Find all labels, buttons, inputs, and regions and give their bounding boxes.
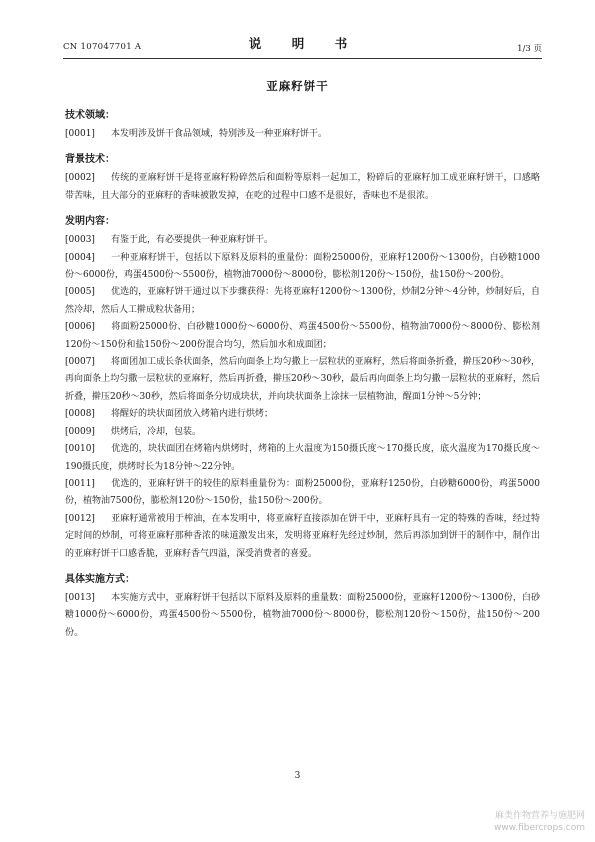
- section-background: [65, 152, 540, 205]
- paragraph-number: [0004]: [65, 252, 95, 263]
- document-title: 亚麻籽饼干: [266, 79, 329, 93]
- paragraph-text: 烘烤后，冷却，包装。: [111, 426, 202, 437]
- section-heading: 具体实施方式：: [65, 573, 135, 585]
- paragraph: [65, 126, 540, 143]
- paragraph-number: [0001]: [65, 129, 95, 139]
- paragraph-number: [0012]: [65, 513, 95, 524]
- page-info: 1/3 页: [517, 44, 542, 54]
- watermark-line-2: www.fibercrops.com: [494, 823, 585, 833]
- paragraph: [65, 319, 540, 354]
- paragraph-text: 将醒好的块状面团放入烤箱内进行烘烤；: [111, 409, 274, 420]
- section-summary: [65, 214, 540, 563]
- section-heading: 背景技术：: [65, 154, 115, 166]
- page-number: 3: [294, 771, 301, 781]
- paragraph-text: 本实施方式中，亚麻籽饼干包括以下原料及原料的重量数：面粉25000份，亚麻籽1200份～1300份，白砂糖1000份～6000份，鸡蛋4500份～5500份，植物油7000份～8000份，膨松剂120份～150份，盐150份～200份。: [65, 592, 540, 638]
- watermark: [494, 810, 585, 834]
- paragraph: [65, 232, 540, 249]
- paragraph-number: [0005]: [65, 287, 95, 298]
- paragraph-text: 优选的，亚麻籽饼干通过以下步骤获得：先将亚麻籽1200份～1300份，炒制2分钟～4分钟，炒制好后，自然冷却，然后人工擀成粒状备用；: [65, 287, 540, 315]
- paragraph: [65, 511, 540, 563]
- paragraph: [65, 406, 540, 423]
- paragraph: [65, 441, 540, 476]
- section-technical-field: [65, 108, 540, 143]
- paragraph-text: 一种亚麻籽饼干，包括以下原料及原料的重量份：面粉25000份，亚麻籽1200份～1300份，白砂糖1000份～6000份，鸡蛋4500份～5500份，植物油7000份～8000份，膨松剂120份～150份，盐150份～200份。: [65, 252, 540, 281]
- paragraph: [65, 476, 540, 511]
- paragraph-number: [0006]: [65, 322, 95, 333]
- paragraph: [65, 250, 540, 285]
- header-divider: [63, 58, 542, 59]
- paragraph-text: 将面团加工成长条状面条，然后向面条上均匀撒上一层粒状的亚麻籽，然后将面条折叠，擀压20秒～30秒，再向面条上均匀撒一层粒状的亚麻籽，然后再折叠，擀压20秒～30秒，最后再向面条上均匀撒一层粒状的亚麻籽，然后折叠，擀压20秒～30秒，然后将面条分切成块状，并向块状面条上涂抹一层植物油，醒面1分钟～5分钟；: [65, 357, 540, 402]
- section-embodiment: [65, 572, 540, 642]
- watermark-line-1: 麻类作物营养与施肥网: [494, 811, 585, 821]
- paragraph: [65, 590, 540, 642]
- document-body: [65, 108, 540, 651]
- section-heading: 发明内容：: [65, 216, 115, 228]
- paragraph: [65, 170, 540, 205]
- paragraph-text: 本发明涉及饼干食品领域，特别涉及一种亚麻籽饼干。: [111, 129, 328, 139]
- paragraph-number: [0011]: [65, 478, 95, 489]
- page-header: [63, 34, 542, 60]
- header-title: 说 明 书: [248, 36, 357, 51]
- paragraph-number: [0003]: [65, 235, 95, 246]
- paragraph-text: 亚麻籽通常被用于榨油，在本发明中，将亚麻籽直接添加在饼干中，亚麻籽具有一定的特殊的香味，经过特定时间的炒制，可将亚麻籽那种香浓的味道激发出来，发明将亚麻籽先经过炒制，然后再添加到饼干的制作中，制作出的亚麻籽饼干口感香脆，亚麻籽香气四溢，深受消费者的喜爱。: [65, 513, 540, 559]
- paragraph-text: 优选的，块状面团在烤箱内烘烤时，烤箱的上火温度为150摄氏度～170摄氏度，底火温度为170摄氏度～190摄氏度，烘烤时长为18分钟～22分钟。: [65, 444, 540, 472]
- paragraph: [65, 354, 540, 406]
- paragraph-number: [0008]: [65, 409, 95, 420]
- section-heading: 技术领域：: [65, 110, 115, 121]
- patent-number: CN 107047701 A: [63, 42, 142, 52]
- paragraph: [65, 284, 540, 319]
- paragraph-text: 传统的亚麻籽饼干是将亚麻籽粉碎然后和面粉等原料一起加工，粉碎后的亚麻籽加工成亚麻籽饼干，口感略带苦味，且大部分的亚麻籽的香味被散发掉，在吃的过程中口感不是很好，香味也不是很浓。: [65, 173, 540, 201]
- paragraph: [65, 424, 540, 441]
- paragraph-text: 将面粉25000份、白砂糖1000份～6000份、鸡蛋4500份～5500份、植物油7000份～8000份、膨松剂120份～150份和盐150份～200份混合均匀，然后加水和成面团；: [65, 322, 540, 350]
- paragraph-number: [0010]: [65, 444, 95, 455]
- paragraph-number: [0007]: [65, 357, 95, 368]
- paragraph-number: [0013]: [65, 592, 95, 603]
- paragraph-number: [0009]: [65, 426, 95, 437]
- paragraph-number: [0002]: [65, 173, 95, 184]
- paragraph-text: 优选的，亚麻籽饼干的较佳的原料重量份为：面粉25000份，亚麻籽1250份，白砂糖6000份，鸡蛋5000份，植物油7500份，膨松剂120份～150份，盐150份～200份。: [65, 478, 540, 507]
- paragraph-text: 有鉴于此，有必要提供一种亚麻籽饼干。: [111, 235, 274, 246]
